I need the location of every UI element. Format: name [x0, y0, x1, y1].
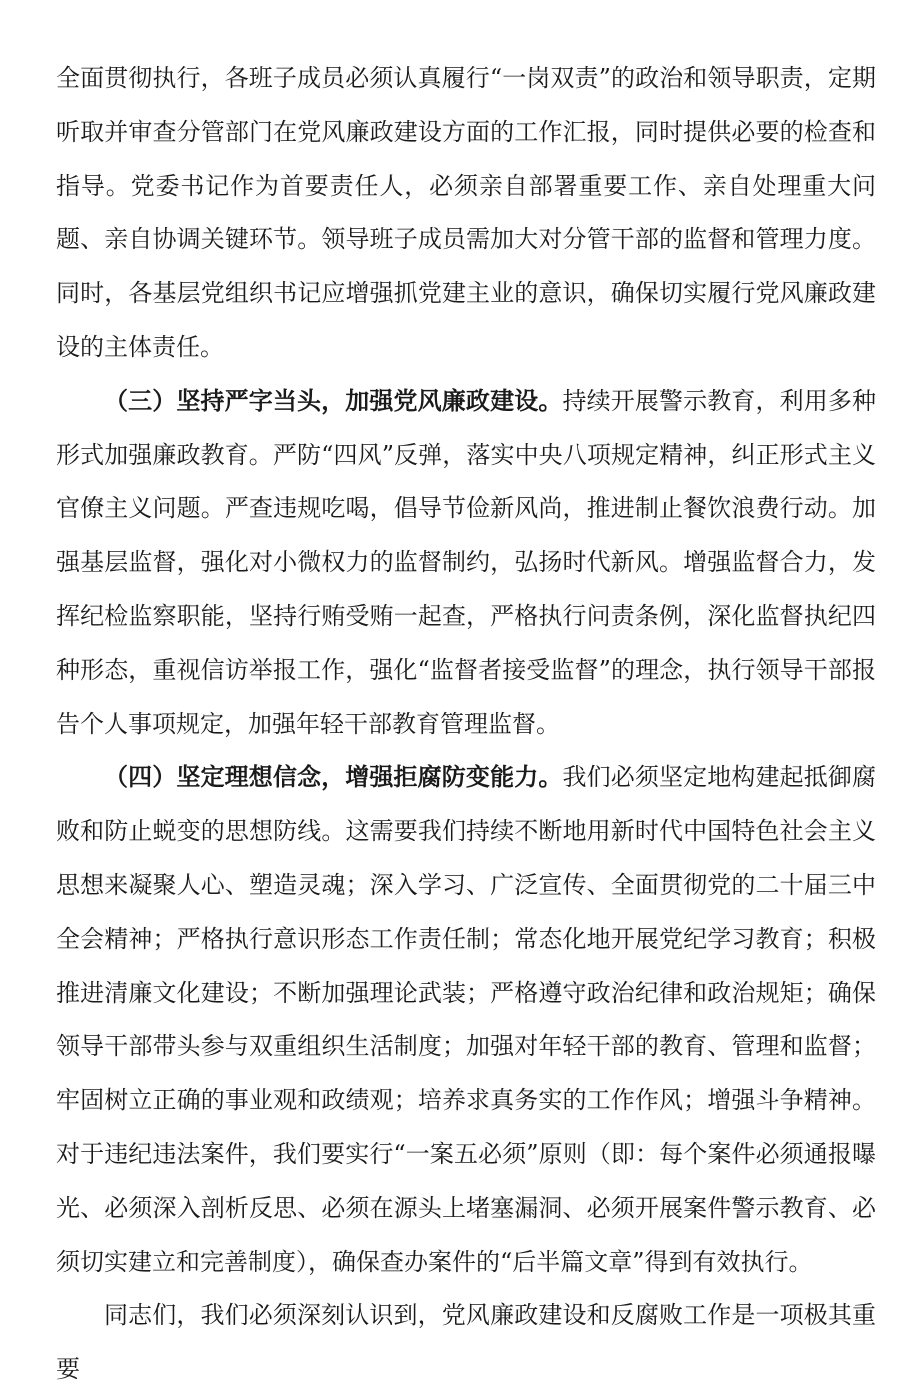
document-page: [56, 52, 876, 1397]
section-heading-three: （三）坚持严字当头，加强党风廉政建设。: [104, 386, 563, 415]
section-heading-four: （四）坚定理想信念，增强拒腐防变能力。: [104, 763, 563, 792]
paragraph-text: 同志们，我们必须深刻认识到，党风廉政建设和反腐败工作是一项极其重要: [56, 1301, 876, 1384]
paragraph-text: 我们必须坚定地构建起抵御腐败和防止蜕变的思想防线。这需要我们持续不断地用新时代中国特色社会主义思想来凝聚人心、塑造灵魂；深入学习、广泛宣传、全面贯彻党的二十届三中全会精神；严格执行意识形态工作责任制；常态化地开展党纪学习教育；积极推进清廉文化建设；不断加强理论武装；严格遵守政治纪律和政治规矩；确保领导干部带头参与双重组织生活制度；加强对年轻干部的教育、管理和监督；牢固树立正确的事业观和政绩观；培养求真务实的工作作风；增强斗争精神。对于违纪违法案件，我们要实行“一案五必须”原则（即：每个案件必须通报曝光、必须深入剖析反思、必须在源头上堵塞漏洞、必须开展案件警示教育、必须切实建立和完善制度），确保查办案件的“后半篇文章”得到有效执行。: [56, 763, 877, 1276]
paragraph-text: 持续开展警示教育，利用多种形式加强廉政教育。严防“四风”反弹，落实中央八项规定精神，纠正形式主义官僚主义问题。严查违规吃喝，倡导节俭新风尚，推进制止餐饮浪费行动。加强基层监督，强化对小微权力的监督制约，弘扬时代新风。增强监督合力，发挥纪检监察职能，坚持行贿受贿一起查，严格执行问责条例，深化监督执纪四种形态，重视信访举报工作，强化“监督者接受监督”的理念，执行领导干部报告个人事项规定，加强年轻干部教育管理监督。: [56, 386, 877, 738]
paragraph-closing: [56, 1289, 876, 1397]
paragraph-responsibility: [56, 52, 876, 375]
paragraph-section-four: [56, 751, 876, 1289]
paragraph-section-three: [56, 375, 876, 752]
paragraph-text: 全面贯彻执行，各班子成员必须认真履行“一岗双责”的政治和领导职责，定期听取并审查分管部门在党风廉政建设方面的工作汇报，同时提供必要的检查和指导。党委书记作为首要责任人，必须亲自部署重要工作、亲自处理重大问题、亲自协调关键环节。领导班子成员需加大对分管干部的监督和管理力度。同时，各基层党组织书记应增强抓党建主业的意识，确保切实履行党风廉政建设的主体责任。: [56, 64, 876, 361]
